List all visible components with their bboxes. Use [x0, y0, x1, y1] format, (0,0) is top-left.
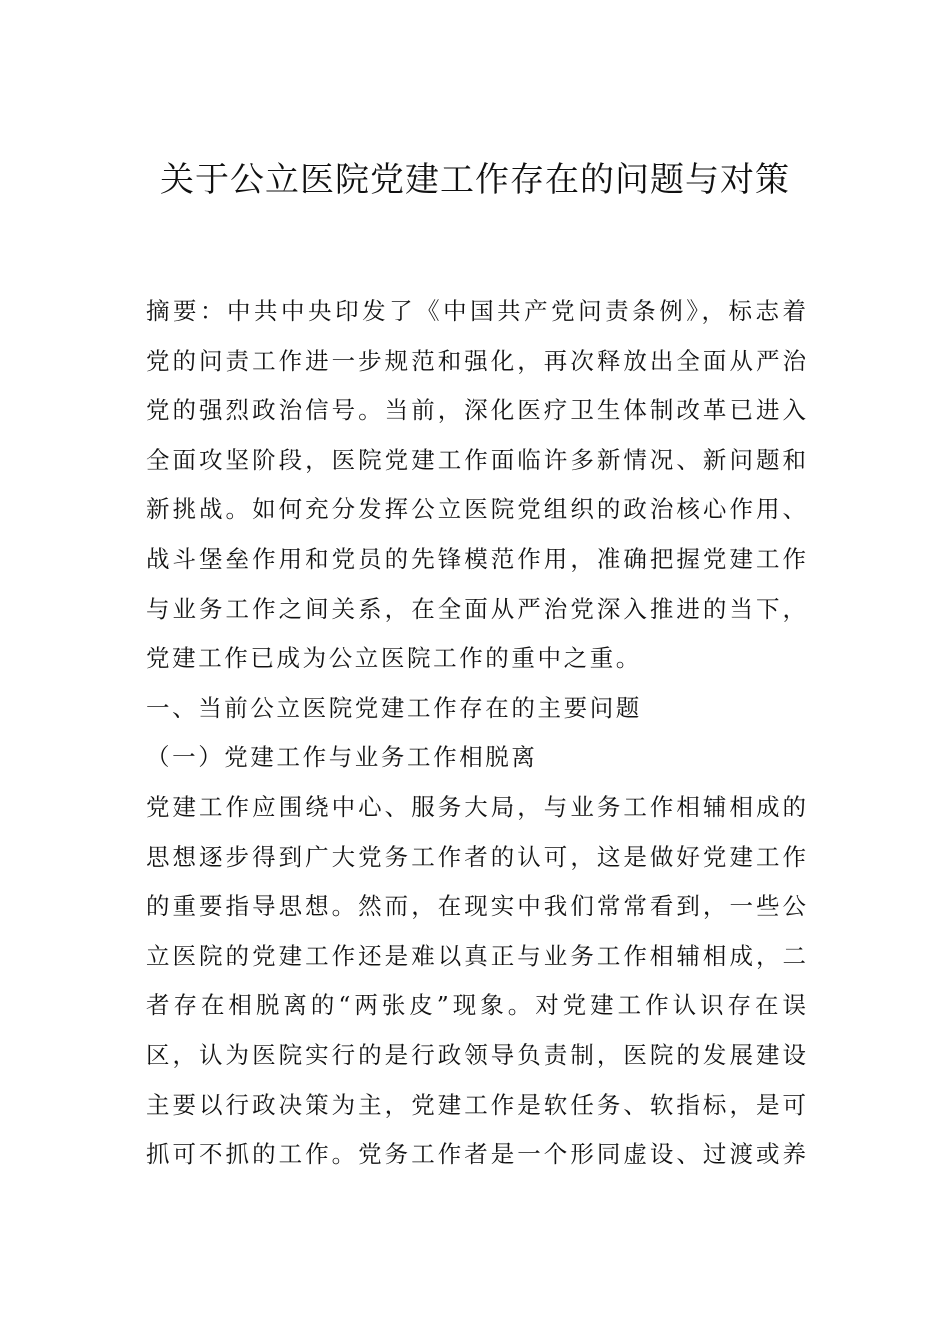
body-line: 主要以行政决策为主，党建工作是软任务、软指标，是可 [146, 1090, 806, 1119]
body-line: 者存在相脱离的“两张皮”现象。对党建工作认识存在误 [146, 991, 806, 1020]
document-title: 关于公立医院党建工作存在的问题与对策 [160, 160, 790, 200]
body-line: 摘要：中共中央印发了《中国共产党问责条例》，标志着 [146, 297, 806, 325]
document-body [146, 287, 806, 1180]
body-line: 思想逐步得到广大党务工作者的认可，这是做好党建工作 [146, 842, 806, 871]
body-line: 全面攻坚阶段，医院党建工作面临许多新情况、新问题和 [146, 445, 806, 474]
body-line: 的重要指导思想。然而，在现实中我们常常看到，一些公 [146, 892, 806, 921]
body-line: 党的强烈政治信号。当前，深化医疗卫生体制改革已进入 [146, 396, 806, 425]
body-line: 立医院的党建工作还是难以真正与业务工作相辅相成，二 [146, 941, 806, 970]
body-line: 与业务工作之间关系，在全面从严治党深入推进的当下， [146, 594, 806, 623]
body-line: 党建工作应围绕中心、服务大局，与业务工作相辅相成的 [146, 792, 806, 821]
body-line: 抓可不抓的工作。党务工作者是一个形同虚设、过渡或养 [146, 1140, 806, 1169]
body-line: 一、当前公立医院党建工作存在的主要问题 [146, 693, 642, 722]
body-line: 战斗堡垒作用和党员的先锋模范作用，准确把握党建工作 [146, 544, 806, 573]
body-line: 党建工作已成为公立医院工作的重中之重。 [146, 644, 642, 673]
body-line: 区，认为医院实行的是行政领导负责制，医院的发展建设 [146, 1040, 806, 1069]
body-line: 党的问责工作进一步规范和强化，再次释放出全面从严治 [146, 346, 806, 375]
body-line: （一）党建工作与业务工作相脱离 [146, 743, 538, 772]
body-line: 新挑战。如何充分发挥公立医院党组织的政治核心作用、 [146, 495, 806, 524]
